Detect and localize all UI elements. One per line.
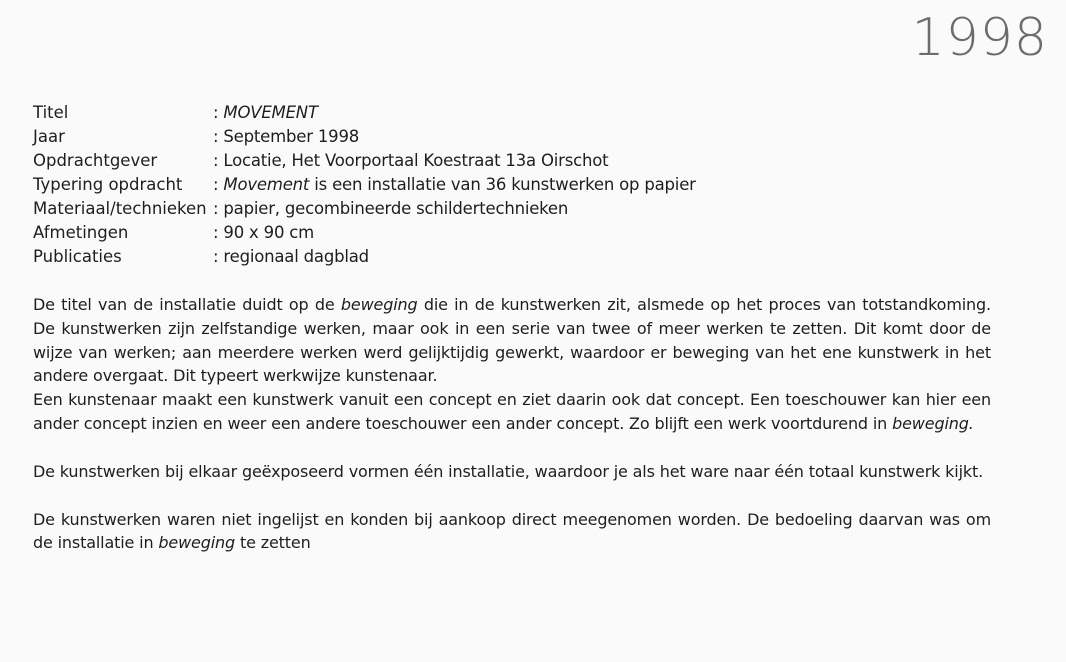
metadata-value [213, 245, 369, 269]
value-italic: MOVEMENT [223, 103, 318, 122]
paragraph-spacer [33, 436, 991, 460]
metadata-row-titel [33, 101, 696, 125]
italic-term: beweging [340, 295, 418, 314]
metadata-label: Opdrachtgever [33, 151, 158, 170]
value-prefix: : regionaal dagblad [213, 247, 369, 266]
paragraph-1 [33, 293, 991, 388]
metadata-value [213, 221, 314, 245]
value-italic: Movement [223, 175, 310, 194]
description-body [33, 293, 991, 555]
text-run: te zetten [235, 533, 311, 553]
metadata-value [213, 125, 359, 149]
metadata-row-typering [33, 173, 696, 197]
paragraph-2 [33, 388, 991, 436]
value-prefix: : [213, 175, 224, 194]
metadata-label: Materiaal/technieken [33, 199, 207, 218]
text-run: De kunstwerken bij elkaar geëxposeerd vormen één installatie, waardoor je als het ware naar één totaal kunstwerk kijkt. [33, 461, 984, 481]
metadata-value [213, 101, 318, 125]
metadata-label: Publicaties [33, 247, 122, 266]
paragraph-spacer [33, 484, 991, 508]
text-run: De kunstwerken waren niet ingelijst en konden bij aankoop direct meegenomen worden. De bedoeling daarvan was om de installatie in [33, 509, 991, 553]
italic-term: beweging [158, 533, 236, 553]
value-prefix: : Locatie, Het Voorportaal Koestraat 13a Oirschot [213, 151, 609, 170]
value-prefix: : September 1998 [213, 127, 360, 146]
text-run: die in de kunstwerken zit, alsmede op het proces van totstandkoming. De kunstwerken zijn zelfstandige werken, maar ook in een serie van twee of meer werken te zetten. Dit komt door de wijze van werken; aan meerdere werken werd gelijktijdig gewerkt, waardoor er beweging van het ene kunstwerk in het andere overgaat. Dit typeert werkwijze kunstenaar. [33, 295, 991, 386]
metadata-label: Afmetingen [33, 223, 129, 242]
text-run: Een kunstenaar maakt een kunstwerk vanuit een concept en ziet daarin ook dat concept. Een toeschouwer kan hier een ander concept inzien en weer een andere toeschouwer een ander concept. Zo blijft een werk voortdurend in [33, 390, 991, 433]
value-prefix: : [213, 103, 224, 122]
metadata-label: Typering opdracht [33, 175, 183, 194]
metadata-row-materiaal [33, 197, 696, 221]
metadata-row-publicaties [33, 245, 696, 269]
page-year: 1998 [911, 8, 1048, 68]
italic-term: beweging. [892, 413, 974, 433]
metadata-label: Jaar [33, 127, 65, 146]
paragraph-4 [33, 508, 991, 556]
metadata-table [33, 101, 696, 269]
metadata-label: Titel [33, 103, 69, 122]
metadata-row-afmetingen [33, 221, 696, 245]
metadata-value [213, 149, 608, 173]
value-rest: is een installatie van 36 kunstwerken op papier [309, 175, 696, 194]
paragraph-3 [33, 460, 991, 484]
text-run: De titel van de installatie duidt op de [33, 295, 341, 314]
value-prefix: : 90 x 90 cm [213, 223, 315, 242]
metadata-value [213, 197, 568, 221]
metadata-row-opdrachtgever [33, 149, 696, 173]
metadata-row-jaar [33, 125, 696, 149]
value-prefix: : papier, gecombineerde schildertechnieken [213, 199, 569, 218]
metadata-value [213, 173, 696, 197]
